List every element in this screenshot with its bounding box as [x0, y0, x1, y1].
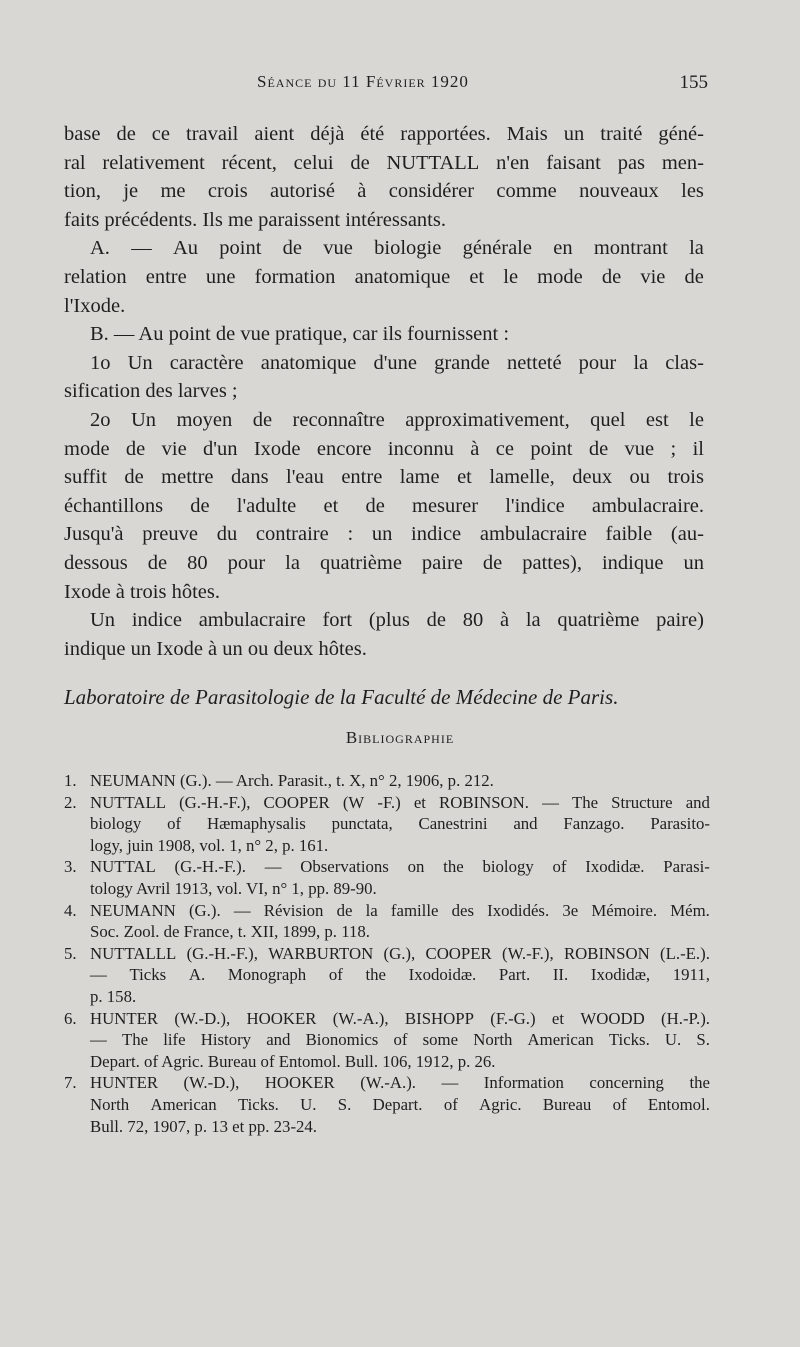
bibliography-entry: [64, 1072, 710, 1137]
text-line: faits précédents. Ils me paraissent intéressants.: [64, 208, 446, 231]
bibliography-list: [64, 770, 710, 1137]
text-line: tion, je me crois autorisé à considérer comme nouveaux les: [64, 180, 704, 203]
entry-line: — Ticks A. Monograph of the Ixodoidæ. Part. II. Ixodidæ, 1911,: [90, 965, 710, 985]
bibliography-entry: [64, 792, 710, 857]
body-text: [64, 120, 704, 710]
entry-line: p. 158.: [90, 986, 137, 1006]
entry-line: Depart. of Agric. Bureau of Entomol. Bull. 106, 1912, p. 26.: [90, 1051, 496, 1071]
text-line: 2o Un moyen de reconnaître approximativement, quel est le: [90, 408, 704, 431]
text-line: Un indice ambulacraire fort (plus de 80 à la quatrième paire): [90, 609, 704, 632]
text-line: dessous de 80 pour la quatrième paire de pattes), indique un: [64, 551, 704, 574]
text-line: A. — Au point de vue biologie générale en montrant la: [90, 237, 704, 260]
entry-number: 2.: [64, 792, 77, 812]
page-header: [0, 72, 800, 102]
text-line: indique un Ixode à un ou deux hôtes.: [64, 637, 367, 660]
entry-line: Soc. Zool. de France, t. XII, 1899, p. 118.: [90, 922, 370, 942]
entry-line: NEUMANN (G.). — Arch. Parasit., t. X, n° 2, 1906, p. 212.: [90, 771, 494, 790]
text-line: Ixode à trois hôtes.: [64, 580, 220, 603]
text-line: Jusqu'à preuve du contraire : un indice ambulacraire faible (au-: [64, 523, 704, 546]
bibliography-entry: [64, 856, 710, 899]
entry-number: 5.: [64, 943, 77, 963]
text-line: base de ce travail aient déjà été rapportées. Mais un traité géné-: [64, 123, 704, 145]
running-title: Séance du 11 Février 1920: [257, 72, 469, 91]
entry-line: NUTTAL (G.-H.-F.). — Observations on the biology of Ixodidæ. Parasi-: [90, 857, 710, 877]
entry-line: Bull. 72, 1907, p. 13 et pp. 23-24.: [90, 1116, 318, 1136]
entry-number: 6.: [64, 1008, 77, 1028]
bibliography-entry: [64, 770, 710, 792]
bibliography-entry: [64, 900, 710, 943]
entry-line: HUNTER (W.-D.), HOOKER (W.-A.). — Information concerning the: [90, 1073, 710, 1093]
text-line: échantillons de l'adulte et de mesurer l'indice ambulacraire.: [64, 494, 704, 517]
text-line: suffit de mettre dans l'eau entre lame et lamelle, deux ou trois: [64, 466, 704, 489]
entry-line: NUTTALLL (G.-H.-F.), WARBURTON (G.), COOPER (W.-F.), ROBINSON (L.-E.).: [90, 943, 710, 963]
laboratory-affiliation: Laboratoire de Parasitologie de la Faculté de Médecine de Paris.: [64, 685, 619, 710]
entry-line: HUNTER (W.-D.), HOOKER (W.-A.), BISHOPP (F.-G.) et WOODD (H.-P.).: [90, 1008, 710, 1028]
text-line: l'Ixode.: [64, 294, 126, 317]
entry-number: 1.: [64, 771, 77, 790]
bibliography-entry: [64, 943, 710, 1008]
entry-line: biology of Hæmaphysalis punctata, Canestrini and Fanzago. Parasito-: [90, 814, 710, 834]
bibliography-title: Bibliographie: [345, 728, 455, 747]
entry-line: North American Ticks. U. S. Depart. of Agric. Bureau of Entomol.: [90, 1094, 710, 1114]
bibliography-entry: [64, 1008, 710, 1073]
text-line: 1o Un caractère anatomique d'une grande netteté pour la clas-: [90, 351, 704, 374]
entry-line: tology Avril 1913, vol. VI, n° 1, pp. 89-90.: [90, 878, 377, 898]
entry-number: 3.: [64, 857, 77, 877]
entry-line: — The life History and Bionomics of some North American Ticks. U. S.: [90, 1030, 710, 1050]
entry-line: NUTTALL (G.-H.-F.), COOPER (W -F.) et ROBINSON. — The Structure and: [90, 792, 710, 812]
text-line: B. — Au point de vue pratique, car ils fournissent :: [90, 323, 510, 346]
text-line: ral relativement récent, celui de NUTTALL n'en faisant pas men-: [64, 151, 704, 174]
entry-line: NEUMANN (G.). — Révision de la famille des Ixodidés. 3e Mémoire. Mém.: [90, 900, 710, 920]
page-number: 155: [679, 72, 708, 93]
text-line: sification des larves ;: [64, 380, 238, 403]
entry-line: logy, juin 1908, vol. 1, n° 2, p. 161.: [90, 835, 329, 855]
entry-number: 7.: [64, 1073, 77, 1093]
entry-number: 4.: [64, 900, 77, 920]
text-line: mode de vie d'un Ixode encore inconnu à ce point de vue ; il: [64, 437, 704, 460]
text-line: relation entre une formation anatomique et le mode de vie de: [64, 265, 704, 288]
